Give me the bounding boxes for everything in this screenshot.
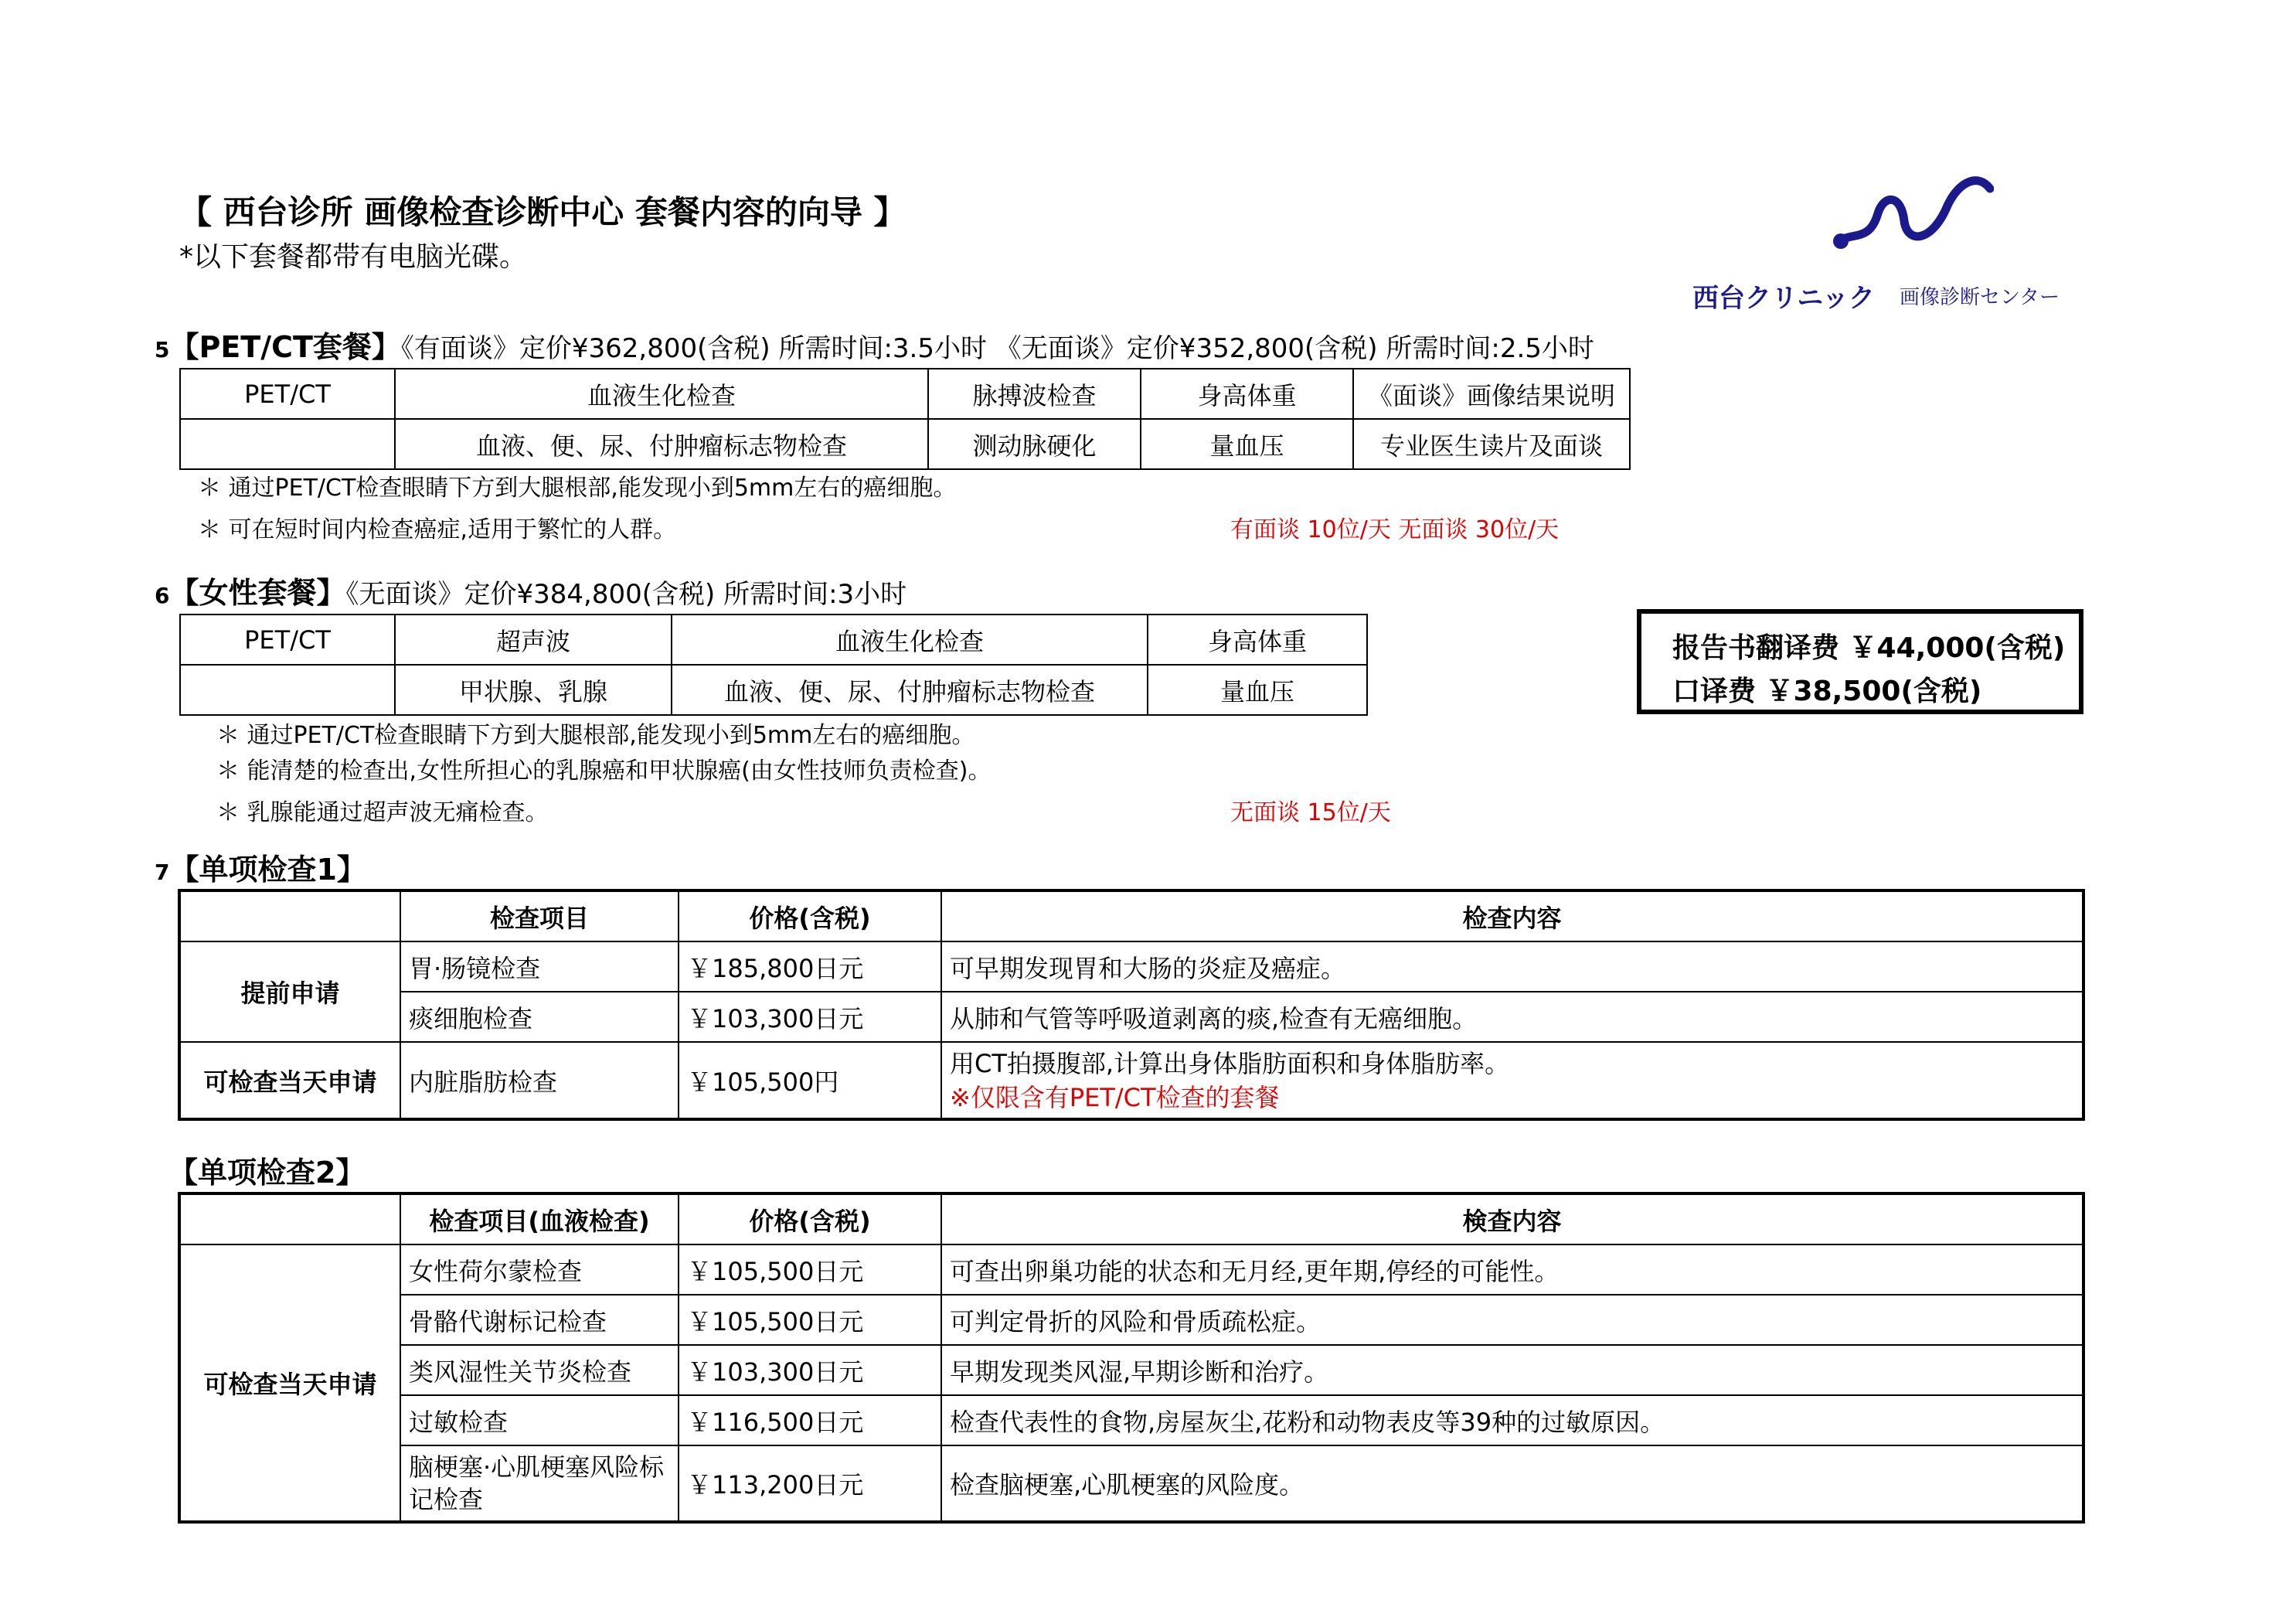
- pkg6-cell: [180, 665, 395, 715]
- pkg5-note: ＊ 通过PET/CT检查眼睛下方到大腿根部,能发现小到5mm左右的癌细胞。: [198, 475, 957, 502]
- table-row: [180, 369, 1630, 419]
- pkg5-table: [179, 368, 1631, 470]
- logo-sub: 画像診断センター: [1900, 286, 2060, 309]
- single1-group: 可检查当天申请: [179, 1042, 400, 1119]
- single2-content: 可查出卵巢功能的状态和无月经,更年期,停经的可能性。: [941, 1244, 2083, 1295]
- pkg6-name: 【女性套餐】: [169, 576, 346, 610]
- single2-title: 【单项检查2】: [168, 1156, 366, 1190]
- single2-header: [179, 1193, 400, 1244]
- table-row: [179, 1395, 2083, 1445]
- pkg6-table: [179, 614, 1368, 716]
- pkg5-info: 《有面谈》定价¥362,800(含税) 所需时间:3.5小时 《无面谈》定价¥352,800(含税) 所需时间:2.5小时: [400, 333, 1594, 364]
- pkg5-cell: 量血压: [1141, 419, 1353, 469]
- table-row: [179, 1193, 2083, 1244]
- single2-item: 类风湿性关节炎检查: [400, 1345, 679, 1395]
- table-row: [179, 1295, 2083, 1345]
- single2-price: ￥103,300日元: [679, 1345, 941, 1395]
- single2-price: ￥105,500日元: [679, 1295, 941, 1345]
- single2-price: ￥113,200日元: [679, 1445, 941, 1522]
- single2-content: 早期发现类风湿,早期诊断和治疗。: [941, 1345, 2083, 1395]
- clinic-logo: [1692, 167, 2079, 314]
- single1-item: 胃·肠镜检查: [400, 941, 679, 992]
- pkg5-capacity: 有面谈 10位/天 无面谈 30位/天: [1230, 516, 1560, 543]
- single1-content-note: ※仅限含有PET/CT检查的套餐: [950, 1082, 1280, 1112]
- pkg6-cell: 量血压: [1148, 665, 1367, 715]
- pkg5-cell: 专业医生读片及面谈: [1353, 419, 1630, 469]
- pkg5-cell: 血液生化检查: [395, 369, 928, 419]
- single2-price: ￥105,500日元: [679, 1244, 941, 1295]
- pkg6-cell: 超声波: [395, 615, 672, 665]
- single1-table: [178, 889, 2085, 1121]
- single1-header: 价格(含税): [679, 890, 941, 941]
- table-row: [179, 1345, 2083, 1395]
- single2-item: 女性荷尔蒙检查: [400, 1244, 679, 1295]
- pkg6-num: 6: [155, 583, 170, 608]
- single1-header: [179, 890, 400, 941]
- report-fee: 报告书翻译费 ￥44,000(含税): [1672, 632, 2066, 664]
- pkg5-name: 【PET/CT套餐】: [169, 330, 401, 364]
- single1-header: 检查项目: [400, 890, 679, 941]
- single1-title: 【单项检查1】: [169, 853, 366, 887]
- pkg6-note: ＊ 通过PET/CT检查眼睛下方到大腿根部,能发现小到5mm左右的癌细胞。: [216, 722, 975, 749]
- single2-item: 脑梗塞·心肌梗塞风险标记检查: [400, 1445, 679, 1522]
- single2-header: 价格(含税): [679, 1193, 941, 1244]
- single2-table: [178, 1192, 2085, 1524]
- pkg5-cell: 脉搏波检查: [928, 369, 1141, 419]
- single1-item: 内脏脂肪检查: [400, 1042, 679, 1119]
- pkg6-cell: PET/CT: [180, 615, 395, 665]
- single2-group: 可检查当天申请: [179, 1244, 400, 1522]
- single2-content: 检查代表性的食物,房屋灰尘,花粉和动物表皮等39种的过敏原因。: [941, 1395, 2083, 1445]
- table-row: [179, 941, 2083, 992]
- single1-content: 用CT拍摄腹部,计算出身体脂肪面积和身体脂肪率。: [950, 1048, 1510, 1078]
- pkg6-cell: 身高体重: [1148, 615, 1367, 665]
- table-row: [180, 615, 1367, 665]
- pkg6-cell: 血液、便、尿、付肿瘤标志物检查: [672, 665, 1148, 715]
- single1-item: 痰细胞检查: [400, 992, 679, 1042]
- pkg6-info: 《无面谈》定价¥384,800(含税) 所需时间:3小时: [345, 579, 907, 610]
- table-row: [180, 665, 1367, 715]
- single2-item: 过敏检查: [400, 1395, 679, 1445]
- table-row: [179, 890, 2083, 941]
- pkg6-note: ＊ 能清楚的检查出,女性所担心的乳腺癌和甲状腺癌(由女性技师负责检查)。: [216, 758, 992, 785]
- single2-content: 检查脑梗塞,心肌梗塞的风险度。: [941, 1445, 2083, 1522]
- single2-content: 可判定骨折的风险和骨质疏松症。: [941, 1295, 2083, 1345]
- table-row: [180, 419, 1630, 469]
- single2-header: 検查内容: [941, 1193, 2083, 1244]
- single1-num: 7: [155, 860, 170, 885]
- pkg5-cell: 血液、便、尿、付肿瘤标志物检查: [395, 419, 928, 469]
- interpret-fee: 口译费 ￥38,500(含税): [1672, 676, 1982, 707]
- pkg6-heading: [155, 569, 906, 611]
- single1-price: ￥105,500円: [679, 1042, 941, 1119]
- page-note: *以下套餐都带有电脑光碟。: [179, 241, 528, 273]
- pkg5-cell: 身高体重: [1141, 369, 1353, 419]
- single1-content: 从肺和气管等呼吸道剥离的痰,检查有无癌细胞。: [941, 992, 2083, 1042]
- single1-heading: [155, 846, 366, 888]
- pkg5-cell: 《面谈》画像结果说明: [1353, 369, 1630, 419]
- pkg5-num: 5: [155, 337, 170, 363]
- page-title: 【 西台诊所 画像检查诊断中心 套餐内容的向导 】: [179, 193, 906, 231]
- pkg6-cell: 甲状腺、乳腺: [395, 665, 672, 715]
- single2-price: ￥116,500日元: [679, 1395, 941, 1445]
- pkg5-cell: [180, 419, 395, 469]
- table-row: [179, 1445, 2083, 1522]
- pkg5-cell: 测动脉硬化: [928, 419, 1141, 469]
- single1-content: 可早期发现胃和大肠的炎症及癌症。: [941, 941, 2083, 992]
- pkg5-heading: [155, 323, 1594, 366]
- single1-content-cell: [941, 1042, 2083, 1119]
- pkg6-cell: 血液生化检查: [672, 615, 1148, 665]
- pkg6-note: ＊ 乳腺能通过超声波无痛检查。: [216, 799, 549, 826]
- fee-box: [1637, 609, 2083, 714]
- logo-name: 西台クリニック: [1692, 283, 1875, 314]
- table-row: [179, 1042, 2083, 1119]
- logo-wave-icon: [1824, 167, 1994, 260]
- single1-group: 提前申请: [179, 941, 400, 1042]
- pkg5-note: ＊ 可在短时间内检查癌症,适用于繁忙的人群。: [198, 516, 677, 543]
- table-row: [179, 992, 2083, 1042]
- single1-price: ￥103,300日元: [679, 992, 941, 1042]
- pkg5-cell: PET/CT: [180, 369, 395, 419]
- table-row: [179, 1244, 2083, 1295]
- single1-header: 检查内容: [941, 890, 2083, 941]
- single1-price: ￥185,800日元: [679, 941, 941, 992]
- pkg6-capacity: 无面谈 15位/天: [1230, 799, 1391, 826]
- single2-header: 检查项目(血液检查): [400, 1193, 679, 1244]
- single2-item: 骨骼代谢标记检查: [400, 1295, 679, 1345]
